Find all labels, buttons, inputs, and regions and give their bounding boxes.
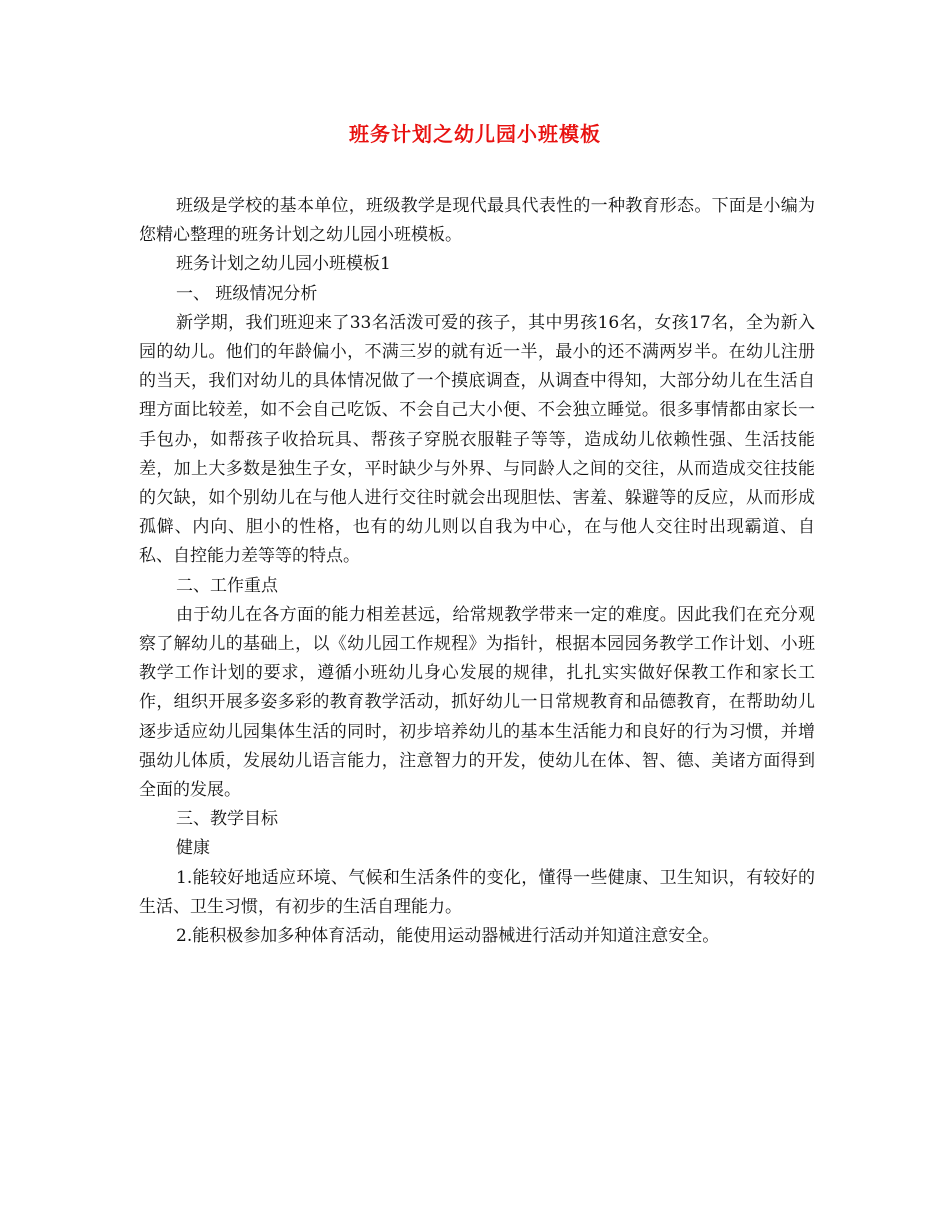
- work-focus-paragraph: 由于幼儿在各方面的能力相差甚远，给常规教学带来一定的难度。因此我们在充分观察了解幼儿的基础上，以《幼儿园工作规程》为指针，根据本园园务教学工作计划、小班教学工作计划的要求，遵循小班幼儿身心发展的规律，扎扎实实做好保教工作和家长工作，组织开展多姿多彩的教育教学活动，抓好幼儿一日常规教育和品德教育，在帮助幼儿逐步适应幼儿园集体生活的同时，初步培养幼儿的基本生活能力和良好的行为习惯，并增强幼儿体质，发展幼儿语言能力，注意智力的开发，使幼儿在体、智、德、美诸方面得到全面的发展。: [139, 604, 815, 801]
- section-template-heading: 班务计划之幼儿园小班模板1: [176, 254, 391, 275]
- intro-paragraph: 班级是学校的基本单位，班级教学是现代最具代表性的一种教育形态。下面是小编为您精心整理的班务计划之幼儿园小班模板。: [139, 196, 815, 246]
- section-heading-work-focus: 二、工作重点: [176, 575, 278, 596]
- document-body: [139, 192, 815, 951]
- section-heading-teaching-goals: 三、教学目标: [176, 809, 278, 830]
- goal-item-1: 1.能较好地适应环境、气候和生活条件的变化，懂得一些健康、卫生知识，有较好的生活、卫生习惯，有初步的生活自理能力。: [139, 867, 815, 917]
- subheading-health: 健康: [176, 838, 210, 859]
- section-heading-class-analysis: 一、 班级情况分析: [176, 283, 318, 304]
- class-analysis-paragraph: 新学期，我们班迎来了33名活泼可爱的孩子，其中男孩16名，女孩17名，全为新入园的幼儿。他们的年龄偏小，不满三岁的就有近一半，最小的还不满两岁半。在幼儿注册的当天，我们对幼儿的具体情况做了一个摸底调查，从调查中得知，大部分幼儿在生活自理方面比较差，如不会自己吃饭、不会自己大小便、不会独立睡觉。很多事情都由家长一手包办，如帮孩子收拾玩具、帮孩子穿脱衣服鞋子等等，造成幼儿依赖性强、生活技能差，加上大多数是独生子女，平时缺少与外界、与同龄人之间的交往，从而造成交往技能的欠缺，如个别幼儿在与他人进行交往时就会出现胆怯、害羞、躲避等的反应，从而形成孤僻、内向、胆小的性格，也有的幼儿则以自我为中心，在与他人交往时出现霸道、自私、自控能力差等等的特点。: [139, 312, 815, 567]
- goal-item-2: 2.能积极参加多种体育活动，能使用运动器械进行活动并知道注意安全。: [176, 926, 720, 947]
- document-title: 班务计划之幼儿园小班模板: [349, 122, 601, 146]
